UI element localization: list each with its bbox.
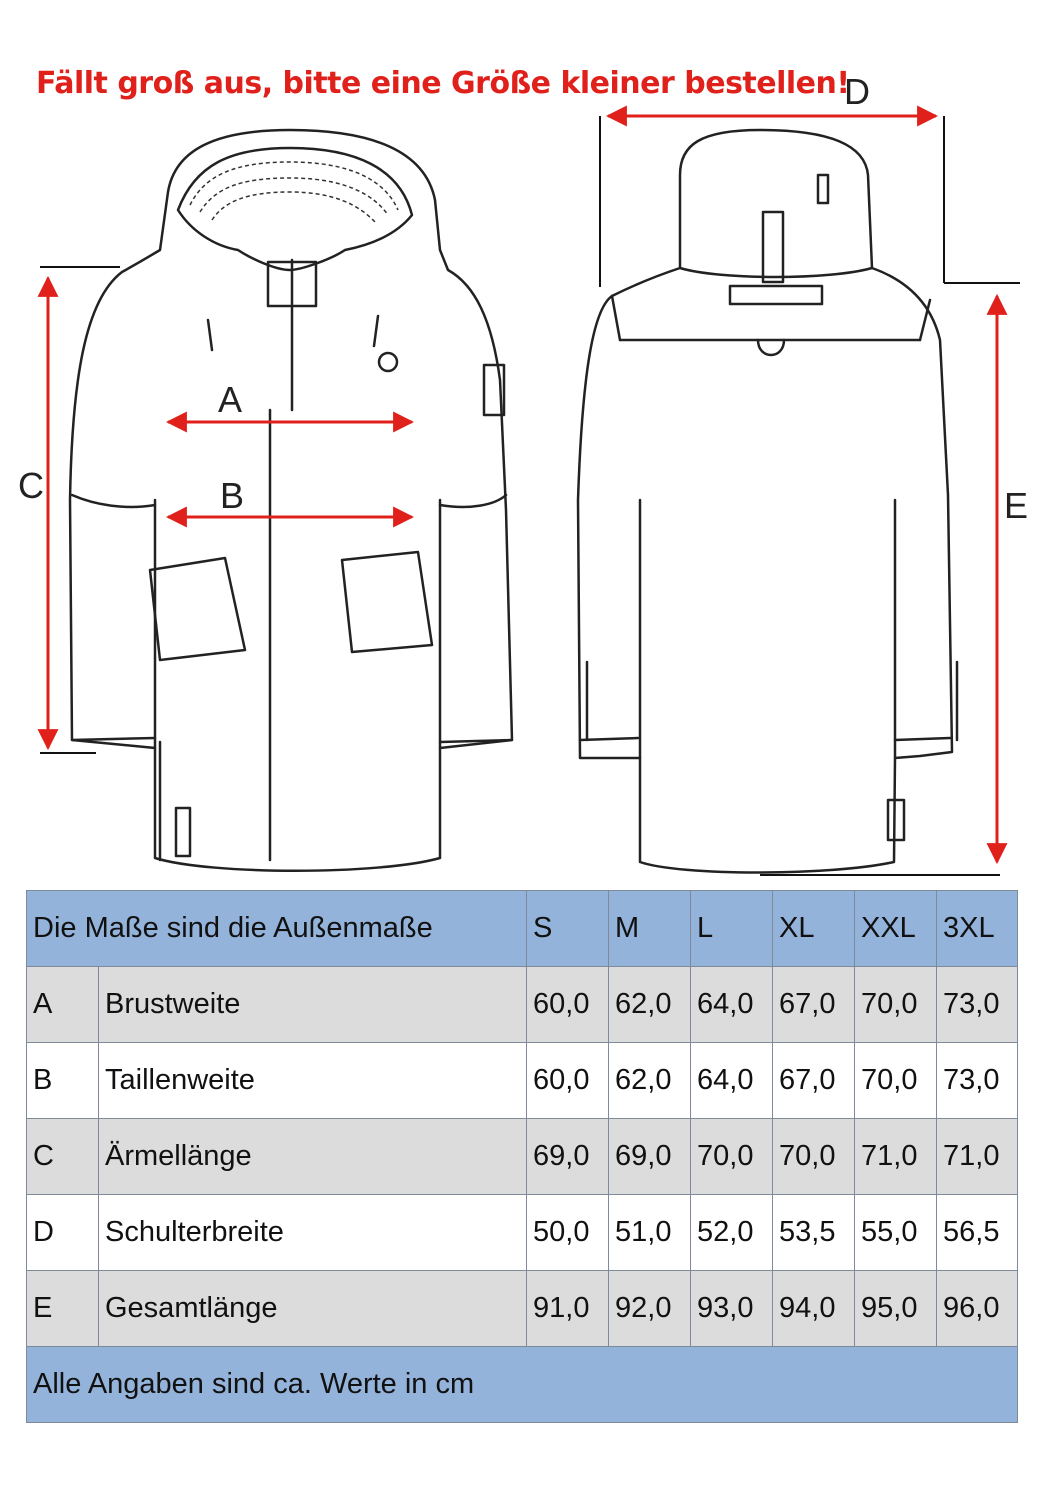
label-b: B: [220, 475, 245, 516]
cell-value: 64,0: [691, 1043, 773, 1119]
cell-value: 67,0: [773, 967, 855, 1043]
cell-value: 91,0: [527, 1271, 609, 1347]
label-e: E: [1004, 485, 1029, 526]
cell-value: 62,0: [609, 967, 691, 1043]
cell-value: 53,5: [773, 1195, 855, 1271]
cell-value: 62,0: [609, 1043, 691, 1119]
table-row: [27, 1043, 1018, 1119]
size-s: S: [527, 891, 609, 967]
row-name: Brustweite: [99, 967, 527, 1043]
cell-value: 69,0: [609, 1119, 691, 1195]
cell-value: 94,0: [773, 1271, 855, 1347]
cell-value: 92,0: [609, 1271, 691, 1347]
table-row: [27, 1271, 1018, 1347]
size-table: [26, 890, 1018, 1423]
label-d: D: [844, 71, 870, 112]
cell-value: 93,0: [691, 1271, 773, 1347]
fur-trim: [190, 162, 398, 222]
row-name: Taillenweite: [99, 1043, 527, 1119]
label-a: A: [218, 379, 243, 420]
label-c: C: [18, 465, 44, 506]
cell-value: 95,0: [855, 1271, 937, 1347]
size-xxl: XXL: [855, 891, 937, 967]
cell-value: 55,0: [855, 1195, 937, 1271]
cell-value: 64,0: [691, 967, 773, 1043]
footer-note: Alle Angaben sind ca. Werte in cm: [27, 1347, 1018, 1423]
cell-value: 71,0: [937, 1119, 1018, 1195]
cell-value: 70,0: [691, 1119, 773, 1195]
size-3xl: 3XL: [937, 891, 1018, 967]
table-row: [27, 1195, 1018, 1271]
size-l: L: [691, 891, 773, 967]
row-code: A: [27, 967, 99, 1043]
cell-value: 56,5: [937, 1195, 1018, 1271]
size-warning: Fällt groß aus, bitte eine Größe kleiner bestellen!: [36, 66, 850, 101]
cell-value: 51,0: [609, 1195, 691, 1271]
cell-value: 67,0: [773, 1043, 855, 1119]
table-header-row: [27, 891, 1018, 967]
cell-value: 52,0: [691, 1195, 773, 1271]
cell-value: 73,0: [937, 1043, 1018, 1119]
header-label: Die Maße sind die Außenmaße: [27, 891, 527, 967]
cell-value: 70,0: [855, 967, 937, 1043]
row-code: D: [27, 1195, 99, 1271]
row-name: Schulterbreite: [99, 1195, 527, 1271]
table-footer-row: [27, 1347, 1018, 1423]
cell-value: 60,0: [527, 1043, 609, 1119]
cell-value: 70,0: [855, 1043, 937, 1119]
cell-value: 60,0: [527, 967, 609, 1043]
row-code: B: [27, 1043, 99, 1119]
size-m: M: [609, 891, 691, 967]
row-name: Ärmellänge: [99, 1119, 527, 1195]
cell-value: 96,0: [937, 1271, 1018, 1347]
row-code: C: [27, 1119, 99, 1195]
measure-guides: [40, 116, 1020, 875]
table-row: [27, 967, 1018, 1043]
size-xl: XL: [773, 891, 855, 967]
cell-value: 73,0: [937, 967, 1018, 1043]
cell-value: 70,0: [773, 1119, 855, 1195]
row-name: Gesamtlänge: [99, 1271, 527, 1347]
cell-value: 50,0: [527, 1195, 609, 1271]
table-row: [27, 1119, 1018, 1195]
cell-value: 69,0: [527, 1119, 609, 1195]
measurement-arrows: [48, 116, 997, 862]
cell-value: 71,0: [855, 1119, 937, 1195]
jacket-back: [578, 130, 957, 873]
row-code: E: [27, 1271, 99, 1347]
jacket-front: [70, 130, 512, 871]
